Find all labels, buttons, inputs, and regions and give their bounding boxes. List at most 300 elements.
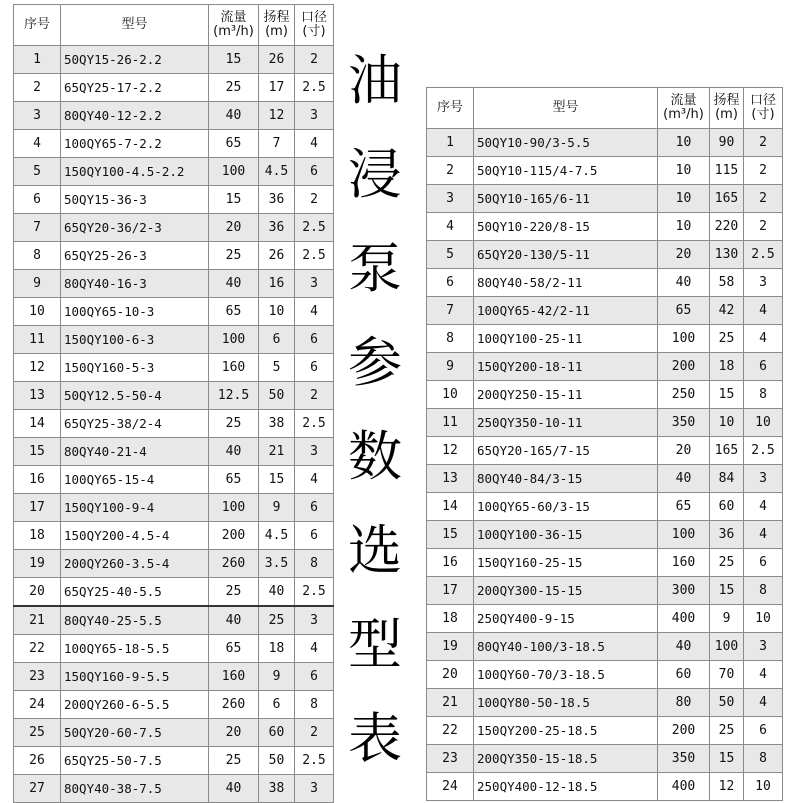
model-cell: 65QY25-50-7.5 [61,747,209,775]
model-cell: 150QY100-6-3 [61,326,209,354]
vertical-title [344,50,406,770]
index-cell: 5 [14,158,61,186]
table-row [14,775,334,803]
diameter-cell: 8 [295,550,334,578]
diameter-cell: 4 [295,298,334,326]
title-char: 数 [348,425,402,488]
diameter-cell: 2.5 [295,578,334,607]
flow-cell: 65 [209,635,259,663]
diameter-cell: 3 [295,775,334,803]
diameter-cell: 3 [744,465,783,493]
flow-header-unit: (m³/h) [213,24,254,39]
flow-cell: 40 [209,438,259,466]
table-row [14,158,334,186]
table-row [14,298,334,326]
diameter-cell: 10 [744,409,783,437]
head-header-label: 扬程 [263,10,290,25]
head-cell: 9 [710,605,744,633]
flow-cell: 15 [209,46,259,74]
diameter-cell: 4 [744,493,783,521]
table-row [14,719,334,747]
head-cell: 25 [710,325,744,353]
model-cell: 200QY350-15-18.5 [474,745,658,773]
head-cell: 15 [710,381,744,409]
index-cell: 3 [14,102,61,130]
diameter-cell: 10 [744,773,783,801]
model-cell: 50QY10-90/3-5.5 [474,129,658,157]
index-cell: 5 [427,241,474,269]
flow-header [658,88,710,129]
diameter-cell: 2 [744,185,783,213]
flow-cell: 40 [658,633,710,661]
table-row [14,747,334,775]
index-cell: 1 [427,129,474,157]
diameter-cell: 6 [295,494,334,522]
model-cell: 80QY40-84/3-15 [474,465,658,493]
model-cell: 150QY160-25-15 [474,549,658,577]
head-cell: 40 [259,578,295,607]
diameter-cell: 3 [295,102,334,130]
head-cell: 165 [710,185,744,213]
diameter-cell: 2.5 [295,74,334,102]
model-cell: 65QY25-26-3 [61,242,209,270]
head-cell: 25 [710,717,744,745]
flow-cell: 80 [658,689,710,717]
head-cell: 15 [710,745,744,773]
head-cell: 60 [259,719,295,747]
table-row [14,606,334,635]
diameter-cell: 4 [295,635,334,663]
model-header: 型号 [474,88,658,129]
head-cell: 26 [259,46,295,74]
head-cell: 3.5 [259,550,295,578]
model-cell: 150QY160-9-5.5 [61,663,209,691]
head-cell: 38 [259,410,295,438]
diameter-cell: 6 [744,717,783,745]
model-cell: 80QY40-58/2-11 [474,269,658,297]
table-row [427,381,783,409]
table-row [427,577,783,605]
model-cell: 100QY65-60/3-15 [474,493,658,521]
model-cell: 100QY65-42/2-11 [474,297,658,325]
flow-cell: 25 [209,410,259,438]
model-cell: 80QY40-21-4 [61,438,209,466]
head-cell: 84 [710,465,744,493]
index-cell: 21 [427,689,474,717]
table-row [427,689,783,717]
diameter-cell: 2.5 [295,242,334,270]
table-row [427,241,783,269]
table-row [427,549,783,577]
model-cell: 65QY20-165/7-15 [474,437,658,465]
diameter-cell: 6 [295,663,334,691]
head-cell: 15 [259,466,295,494]
flow-cell: 25 [209,747,259,775]
head-cell: 12 [710,773,744,801]
model-cell: 65QY25-40-5.5 [61,578,209,607]
index-cell: 7 [427,297,474,325]
flow-cell: 400 [658,773,710,801]
index-cell: 27 [14,775,61,803]
flow-cell: 40 [209,102,259,130]
diameter-cell: 4 [744,297,783,325]
index-cell: 9 [14,270,61,298]
flow-cell: 250 [658,381,710,409]
head-cell: 6 [259,691,295,719]
flow-cell: 10 [658,185,710,213]
head-header [710,88,744,129]
head-header [259,5,295,46]
diameter-cell: 3 [295,438,334,466]
flow-cell: 100 [209,494,259,522]
head-cell: 50 [259,747,295,775]
diameter-cell: 8 [295,691,334,719]
index-cell: 16 [14,466,61,494]
model-cell: 200QY300-15-15 [474,577,658,605]
diameter-cell: 4 [295,130,334,158]
head-cell: 12 [259,102,295,130]
model-cell: 80QY40-38-7.5 [61,775,209,803]
head-cell: 115 [710,157,744,185]
flow-cell: 350 [658,409,710,437]
diameter-cell: 6 [295,158,334,186]
flow-cell: 40 [209,775,259,803]
flow-cell: 100 [209,326,259,354]
flow-header-label: 流量 [670,93,697,108]
flow-cell: 60 [658,661,710,689]
flow-cell: 65 [209,130,259,158]
index-cell: 22 [14,635,61,663]
table-row [427,409,783,437]
table-row [427,773,783,801]
table-row [427,185,783,213]
header-row [427,88,783,129]
head-cell: 10 [710,409,744,437]
table-row [14,494,334,522]
head-cell: 15 [710,577,744,605]
table-row [14,438,334,466]
table-row [14,270,334,298]
index-cell: 21 [14,606,61,635]
flow-cell: 25 [209,74,259,102]
model-cell: 80QY40-25-5.5 [61,606,209,635]
index-header: 序号 [14,5,61,46]
index-cell: 26 [14,747,61,775]
flow-cell: 160 [658,549,710,577]
right-table-body [427,129,783,801]
index-cell: 14 [427,493,474,521]
index-cell: 6 [427,269,474,297]
table-row [427,661,783,689]
flow-header [209,5,259,46]
diameter-cell: 6 [744,549,783,577]
flow-cell: 400 [658,605,710,633]
head-cell: 50 [710,689,744,717]
diameter-cell: 2.5 [295,410,334,438]
diameter-cell: 4 [744,521,783,549]
head-cell: 36 [259,214,295,242]
flow-cell: 160 [209,354,259,382]
head-cell: 4.5 [259,522,295,550]
title-char: 型 [348,613,402,676]
right-spec-table [426,87,783,801]
head-cell: 58 [710,269,744,297]
head-cell: 18 [710,353,744,381]
head-header-unit: (m) [265,24,288,39]
diameter-cell: 10 [744,605,783,633]
flow-cell: 10 [658,129,710,157]
table-row [14,326,334,354]
flow-cell: 100 [209,158,259,186]
index-cell: 23 [14,663,61,691]
model-cell: 200QY260-6-5.5 [61,691,209,719]
index-cell: 23 [427,745,474,773]
model-cell: 250QY350-10-11 [474,409,658,437]
model-cell: 65QY25-17-2.2 [61,74,209,102]
model-cell: 100QY65-18-5.5 [61,635,209,663]
table-row [427,325,783,353]
table-row [427,157,783,185]
head-cell: 130 [710,241,744,269]
index-cell: 6 [14,186,61,214]
model-header: 型号 [61,5,209,46]
diameter-cell: 2 [295,382,334,410]
model-cell: 250QY400-12-18.5 [474,773,658,801]
table-row [14,130,334,158]
flow-cell: 15 [209,186,259,214]
model-cell: 100QY80-50-18.5 [474,689,658,717]
left-table-body [14,46,334,803]
model-cell: 80QY40-100/3-18.5 [474,633,658,661]
diameter-cell: 2 [295,186,334,214]
table-row [427,493,783,521]
flow-cell: 100 [658,521,710,549]
head-cell: 7 [259,130,295,158]
flow-cell: 200 [658,717,710,745]
flow-cell: 300 [658,577,710,605]
index-cell: 20 [427,661,474,689]
diameter-header-label: 口径 [749,93,776,108]
flow-cell: 20 [658,241,710,269]
head-cell: 6 [259,326,295,354]
diameter-cell: 2.5 [744,437,783,465]
flow-cell: 20 [209,214,259,242]
head-header-label: 扬程 [713,93,740,108]
head-cell: 36 [259,186,295,214]
diameter-cell: 4 [744,661,783,689]
flow-cell: 25 [209,242,259,270]
diameter-header [295,5,334,46]
table-row [427,717,783,745]
table-row [14,466,334,494]
head-cell: 5 [259,354,295,382]
index-cell: 14 [14,410,61,438]
model-cell: 100QY60-70/3-18.5 [474,661,658,689]
table-row [427,353,783,381]
head-cell: 4.5 [259,158,295,186]
diameter-header [744,88,783,129]
model-cell: 150QY200-25-18.5 [474,717,658,745]
table-row [427,269,783,297]
table-row [14,354,334,382]
model-cell: 150QY160-5-3 [61,354,209,382]
index-cell: 3 [427,185,474,213]
index-cell: 12 [14,354,61,382]
diameter-cell: 3 [295,606,334,635]
flow-cell: 25 [209,578,259,607]
model-cell: 150QY200-18-11 [474,353,658,381]
table-row [14,663,334,691]
table-row [14,578,334,607]
index-cell: 4 [14,130,61,158]
table-row [14,74,334,102]
index-cell: 11 [14,326,61,354]
table-row [14,410,334,438]
table-row [427,605,783,633]
flow-cell: 65 [209,466,259,494]
index-cell: 18 [427,605,474,633]
diameter-cell: 6 [744,353,783,381]
title-char: 浸 [348,143,402,206]
table-row [427,745,783,773]
head-cell: 25 [710,549,744,577]
head-cell: 90 [710,129,744,157]
table-row [14,635,334,663]
model-cell: 100QY65-10-3 [61,298,209,326]
flow-cell: 65 [658,297,710,325]
head-cell: 100 [710,633,744,661]
flow-cell: 65 [658,493,710,521]
flow-cell: 200 [658,353,710,381]
table-row [14,242,334,270]
head-cell: 17 [259,74,295,102]
flow-cell: 20 [209,719,259,747]
diameter-cell: 2 [744,157,783,185]
index-cell: 11 [427,409,474,437]
diameter-cell: 4 [295,466,334,494]
index-cell: 17 [14,494,61,522]
head-cell: 16 [259,270,295,298]
flow-cell: 65 [209,298,259,326]
title-char: 泵 [348,237,402,300]
table-row [427,465,783,493]
diameter-cell: 2 [744,213,783,241]
model-cell: 100QY65-7-2.2 [61,130,209,158]
table-row [14,550,334,578]
index-cell: 8 [14,242,61,270]
flow-header-label: 流量 [220,10,247,25]
diameter-cell: 2.5 [744,241,783,269]
diameter-cell: 8 [744,577,783,605]
table-row [427,129,783,157]
title-char: 表 [348,707,402,770]
diameter-header-unit: (寸) [302,24,326,39]
flow-cell: 100 [658,325,710,353]
flow-cell: 10 [658,157,710,185]
flow-cell: 260 [209,691,259,719]
head-cell: 42 [710,297,744,325]
diameter-cell: 2.5 [295,214,334,242]
index-cell: 7 [14,214,61,242]
diameter-cell: 2 [295,46,334,74]
index-header: 序号 [427,88,474,129]
diameter-cell: 4 [744,325,783,353]
model-cell: 80QY40-16-3 [61,270,209,298]
model-cell: 50QY12.5-50-4 [61,382,209,410]
diameter-cell: 3 [295,270,334,298]
index-cell: 2 [14,74,61,102]
flow-cell: 20 [658,437,710,465]
index-cell: 10 [427,381,474,409]
model-cell: 150QY100-4.5-2.2 [61,158,209,186]
index-cell: 15 [14,438,61,466]
index-cell: 12 [427,437,474,465]
head-cell: 36 [710,521,744,549]
diameter-cell: 8 [744,381,783,409]
index-cell: 15 [427,521,474,549]
index-cell: 24 [427,773,474,801]
diameter-header-unit: (寸) [751,107,775,122]
model-cell: 50QY20-60-7.5 [61,719,209,747]
title-char: 选 [348,519,402,582]
diameter-cell: 6 [295,354,334,382]
index-cell: 8 [427,325,474,353]
index-cell: 13 [427,465,474,493]
diameter-cell: 3 [744,269,783,297]
index-cell: 19 [14,550,61,578]
head-cell: 9 [259,663,295,691]
diameter-cell: 2.5 [295,747,334,775]
index-cell: 13 [14,382,61,410]
head-header-unit: (m) [715,107,738,122]
model-cell: 50QY10-165/6-11 [474,185,658,213]
model-cell: 50QY15-36-3 [61,186,209,214]
diameter-cell: 3 [744,633,783,661]
index-cell: 19 [427,633,474,661]
model-cell: 150QY200-4.5-4 [61,522,209,550]
model-cell: 80QY40-12-2.2 [61,102,209,130]
head-cell: 50 [259,382,295,410]
model-cell: 150QY100-9-4 [61,494,209,522]
table-row [427,633,783,661]
head-cell: 9 [259,494,295,522]
index-cell: 25 [14,719,61,747]
flow-header-unit: (m³/h) [663,107,704,122]
model-cell: 100QY100-25-11 [474,325,658,353]
diameter-cell: 6 [295,326,334,354]
model-cell: 250QY400-9-15 [474,605,658,633]
model-cell: 100QY65-15-4 [61,466,209,494]
index-cell: 9 [427,353,474,381]
table-row [14,186,334,214]
flow-cell: 350 [658,745,710,773]
model-cell: 50QY10-220/8-15 [474,213,658,241]
flow-cell: 40 [658,269,710,297]
table-row [427,521,783,549]
flow-cell: 10 [658,213,710,241]
table-row [14,102,334,130]
head-cell: 165 [710,437,744,465]
diameter-cell: 8 [744,745,783,773]
table-row [14,214,334,242]
index-cell: 22 [427,717,474,745]
head-cell: 60 [710,493,744,521]
index-cell: 2 [427,157,474,185]
title-char: 参 [348,331,402,394]
table-row [427,297,783,325]
flow-cell: 40 [209,606,259,635]
title-char: 油 [348,49,402,112]
